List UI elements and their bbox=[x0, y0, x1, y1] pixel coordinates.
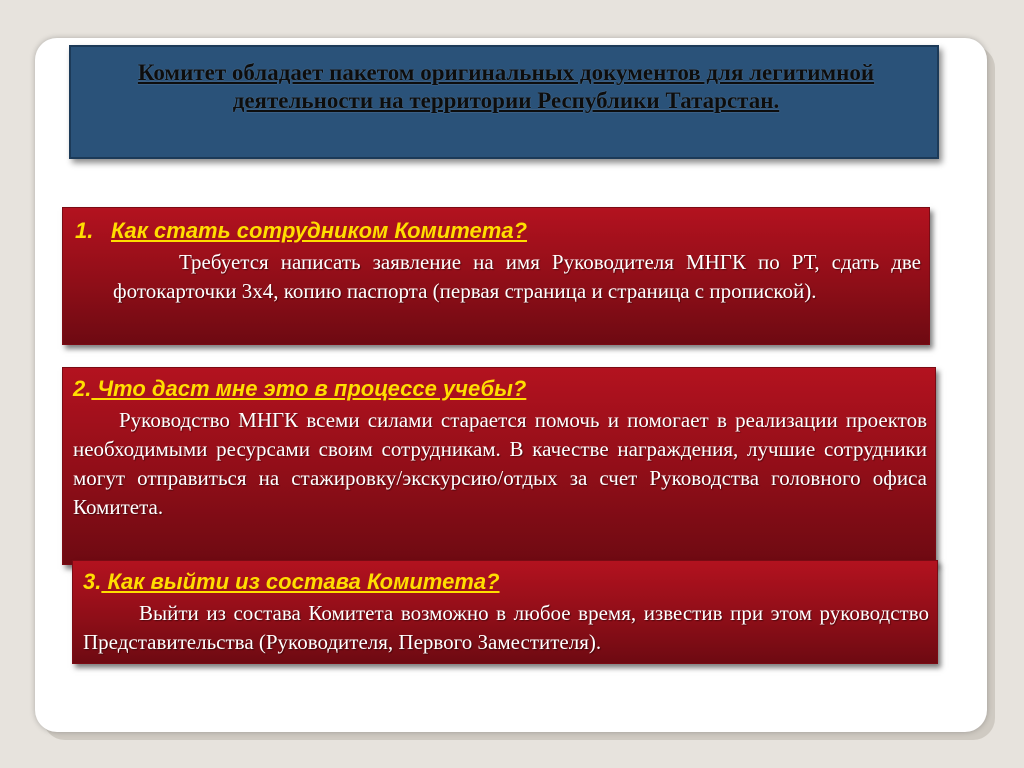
question-title-3: Как выйти из состава Комитета? bbox=[107, 569, 500, 594]
slide-title: Комитет обладает пакетом оригинальных документов для легитимной деятельности на территории Республики Татарстан. bbox=[137, 60, 875, 113]
question-heading-3 bbox=[83, 569, 500, 595]
question-number-1: 1. bbox=[75, 218, 94, 243]
question-box-3 bbox=[72, 560, 938, 664]
question-heading-1 bbox=[75, 218, 527, 244]
title-box bbox=[69, 45, 939, 159]
question-title-1: Как стать сотрудником Комитета? bbox=[111, 218, 528, 243]
question-answer-text-3: Выйти из состава Комитета возможно в любое время, известив при этом руководство Представительства (Руководителя, Первого Заместителя). bbox=[83, 601, 929, 654]
question-answer-1 bbox=[113, 248, 921, 306]
question-number-3: 3. bbox=[83, 569, 102, 594]
question-number-2: 2. bbox=[73, 376, 92, 401]
question-answer-text-1: Требуется написать заявление на имя Руководителя МНГК по РТ, сдать две фотокарточки 3х4, копию паспорта (первая страница и страница с пропиской). bbox=[113, 250, 921, 303]
question-answer-text-2: Руководство МНГК всеми силами старается помочь и помогает в реализации проектов необходимыми ресурсами своим сотрудникам. В качестве награждения, лучшие сотрудники могут отправиться на стажировку/экскурсию/отдых за счет Руководства головного офиса Комитета. bbox=[73, 408, 927, 519]
question-box-2 bbox=[62, 367, 936, 565]
question-heading-2 bbox=[73, 376, 526, 402]
question-answer-2 bbox=[73, 406, 927, 522]
question-box-1 bbox=[62, 207, 930, 345]
question-title-2: Что даст мне это в процессе учебы? bbox=[97, 376, 527, 401]
question-answer-3 bbox=[83, 599, 929, 657]
